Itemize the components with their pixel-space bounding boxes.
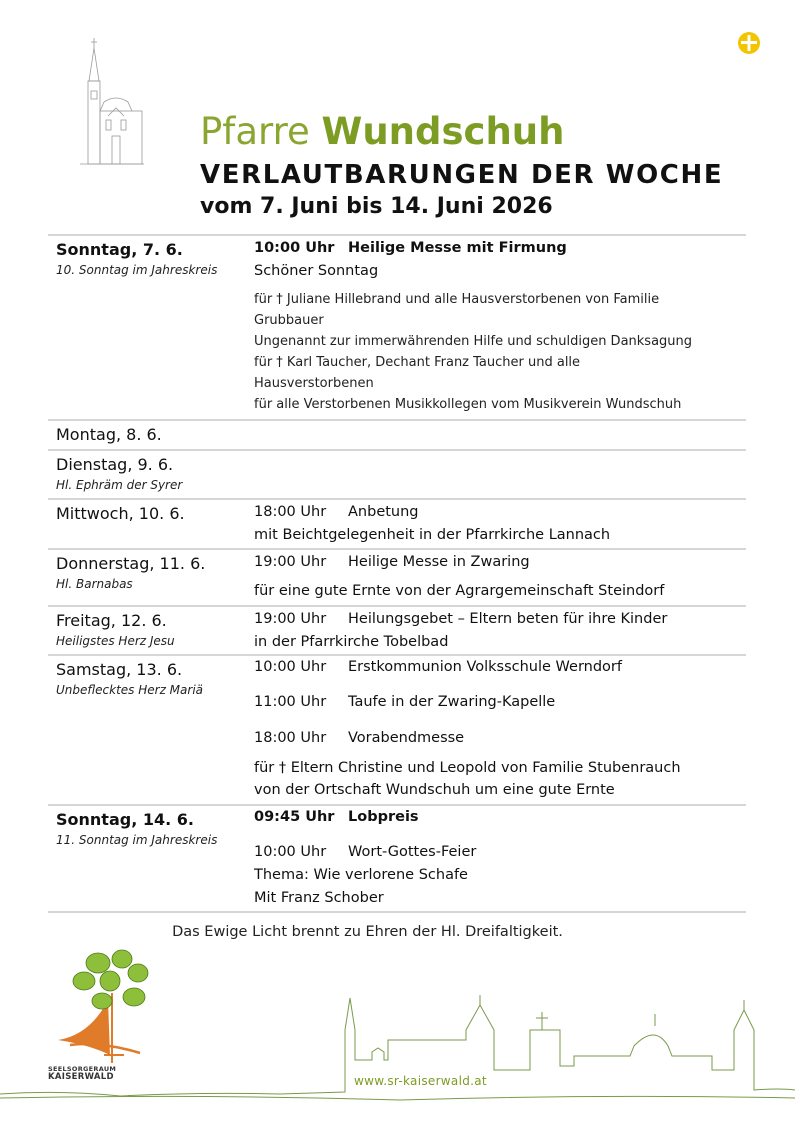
page-title: [200, 110, 564, 154]
day-name: Samstag, 13. 6.: [56, 660, 183, 679]
day-row-friday: [48, 605, 746, 654]
event-subtitle: Thema: Wie verlorene Schafe: [254, 867, 468, 883]
event-subtitle: Mit Franz Schober: [254, 890, 384, 906]
event: [254, 501, 419, 523]
feast-name: Heiligstes Herz Jesu: [56, 634, 175, 648]
event: [254, 806, 419, 828]
event-subtitle: Schöner Sonntag: [254, 263, 379, 279]
day-name: Mittwoch, 10. 6.: [56, 504, 185, 523]
event-title: Vorabendmesse: [348, 730, 465, 746]
event-time: 11:00 Uhr: [254, 694, 327, 710]
day-row-wednesday: [48, 498, 746, 548]
event-subtitle: mit Beichtgelegenheit in der Pfarrkirche Lannach: [254, 527, 611, 543]
event-time: 09:45 Uhr: [254, 809, 335, 825]
event: [254, 551, 530, 573]
logo-line1: SEELSORGERAUM: [48, 1065, 117, 1073]
intention: für alle Verstorbenen Musikkollegen vom Musikverein Wundschuh: [254, 397, 682, 412]
eternal-light-note: [0, 924, 795, 940]
day-row-thursday: [48, 548, 746, 605]
day-name: Freitag, 12. 6.: [56, 611, 167, 630]
event-title: Erstkommunion Volksschule Werndorf: [348, 659, 622, 675]
skyline-illustration: [0, 990, 795, 1110]
event: [254, 727, 464, 749]
day-row-tuesday: [48, 449, 746, 498]
event: [254, 656, 622, 678]
event-title: Taufe in der Zwaring-Kapelle: [348, 694, 556, 710]
event-subtitle: in der Pfarrkirche Tobelbad: [254, 634, 449, 650]
feast-name: Hl. Ephräm der Syrer: [56, 478, 183, 492]
event-title: Heilungsgebet – Eltern beten für ihre Kinder: [348, 611, 668, 627]
intention: für † Karl Taucher, Dechant Franz Taucher und alle: [254, 355, 581, 370]
event-time: 10:00 Uhr: [254, 659, 327, 675]
day-row-sunday-14: [48, 804, 746, 913]
event-time: 19:00 Uhr: [254, 554, 327, 570]
event-time: 18:00 Uhr: [254, 730, 327, 746]
event: [254, 608, 667, 630]
event-title: Heilige Messe mit Firmung: [348, 240, 567, 256]
feast-name: 10. Sonntag im Jahreskreis: [56, 263, 218, 277]
feast-name: Hl. Barnabas: [56, 577, 133, 591]
event-time: 10:00 Uhr: [254, 844, 327, 860]
event-title: Anbetung: [348, 504, 419, 520]
event: [254, 691, 555, 713]
feast-name: Unbeflecktes Herz Mariä: [56, 683, 204, 697]
title-prefix: Pfarre: [200, 110, 310, 153]
event-subtitle: für † Eltern Christine und Leopold von Familie Stubenrauch: [254, 760, 681, 776]
day-row-sunday-7: [48, 234, 746, 419]
event-subtitle: für eine gute Ernte von der Agrargemeinschaft Steindorf: [254, 583, 665, 599]
day-name: Montag, 8. 6.: [56, 425, 162, 444]
schedule-table: [48, 234, 746, 913]
day-name: Sonntag, 7. 6.: [56, 240, 183, 259]
event-time: 10:00 Uhr: [254, 240, 335, 256]
day-name: Dienstag, 9. 6.: [56, 455, 174, 474]
event-title: Wort-Gottes-Feier: [348, 844, 477, 860]
day-row-saturday: [48, 654, 746, 804]
day-row-monday: [48, 419, 746, 449]
day-name: Sonntag, 14. 6.: [56, 810, 194, 829]
event: [254, 841, 476, 863]
church-illustration: [80, 36, 144, 166]
logo-line2: KAISERWALD: [48, 1072, 114, 1082]
day-name: Donnerstag, 11. 6.: [56, 554, 206, 573]
feast-name: 11. Sonntag im Jahreskreis: [56, 833, 218, 847]
intention: Hausverstorbenen: [254, 376, 374, 391]
intention: für † Juliane Hillebrand und alle Hausverstorbenen von Familie: [254, 292, 660, 307]
event-time: 18:00 Uhr: [254, 504, 327, 520]
cross-badge-icon: [738, 32, 760, 54]
website-link[interactable]: www.sr-kaiserwald.at: [354, 1074, 487, 1088]
intention: Ungenannt zur immerwährenden Hilfe und schuldigen Danksagung: [254, 334, 693, 349]
subtitle: VERLAUTBARUNGEN DER WOCHE: [200, 160, 724, 190]
date-range: vom 7. Juni bis 14. Juni 2026: [200, 194, 553, 219]
event-title: Lobpreis: [348, 809, 419, 825]
eternal-light-text: Das Ewige Licht brennt zu Ehren der Hl. Dreifaltigkeit.: [172, 924, 563, 940]
event: [254, 237, 567, 259]
event-title: Heilige Messe in Zwaring: [348, 554, 530, 570]
intention: Grubbauer: [254, 313, 324, 328]
event-time: 19:00 Uhr: [254, 611, 327, 627]
parish-name: Wundschuh: [321, 110, 565, 153]
event-subtitle: von der Ortschaft Wundschuh um eine gute Ernte: [254, 782, 615, 798]
